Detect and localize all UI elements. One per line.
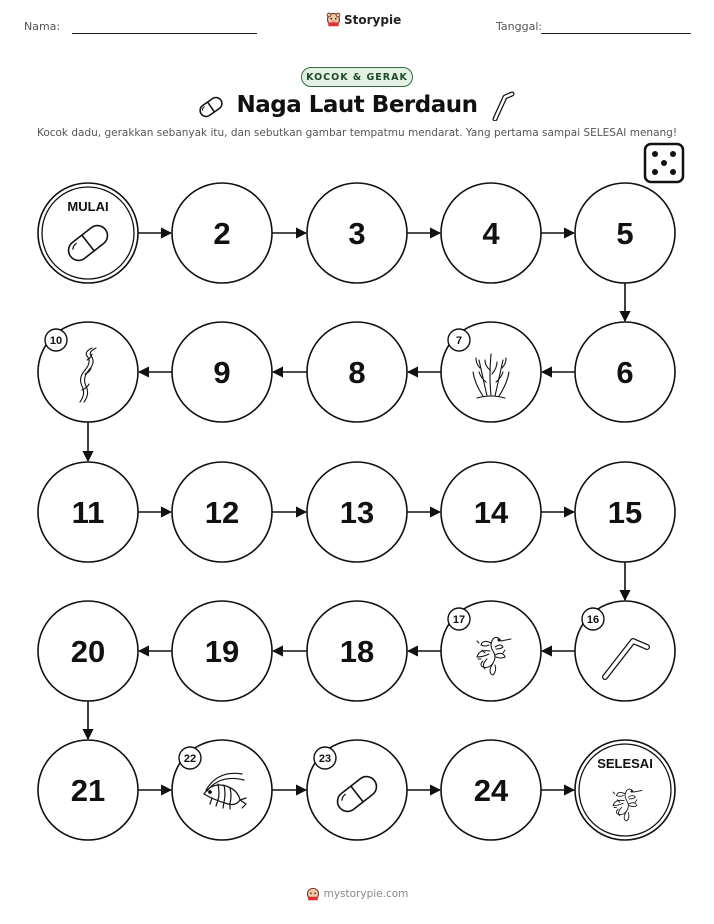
activity-badge: KOCOK & GERAK [301,67,413,87]
board-space[interactable] [307,601,407,701]
space-number: 6 [616,355,634,390]
board-space[interactable] [307,462,407,562]
board-space[interactable] [172,322,272,422]
space-number: 21 [70,773,106,808]
space-number: 18 [339,634,375,669]
board-space[interactable] [172,601,272,701]
space-number-badge: 17 [452,614,466,626]
space-number-badge: 22 [183,753,197,765]
space-number: 5 [616,216,634,251]
space-label: SELESAI [597,756,653,771]
page-title: Naga Laut Berdaun [236,92,478,118]
storypie-footer-logo-icon [306,887,320,901]
footer-url[interactable]: mystorypie.com [323,888,409,900]
board-space[interactable] [441,740,541,840]
space-number: 11 [71,495,105,530]
board-space[interactable] [441,462,541,562]
board-space[interactable] [38,322,138,422]
space-number: 19 [204,634,240,669]
finish-space[interactable] [575,740,675,840]
name-label: Nama: [24,20,61,33]
space-number-badge: 23 [318,753,332,765]
board-space[interactable] [441,183,541,283]
space-number: 2 [213,216,231,251]
date-label: Tanggal: [496,20,543,33]
space-number: 12 [204,495,240,530]
space-number: 15 [607,495,643,530]
board-space[interactable] [38,601,138,701]
space-number: 9 [213,355,231,390]
board-space[interactable] [307,322,407,422]
board-space[interactable] [575,601,675,701]
board-space[interactable] [307,740,407,840]
space-number: 24 [473,773,509,808]
board-space[interactable] [38,462,138,562]
brand-name: Storypie [344,12,402,27]
board-space[interactable] [575,462,675,562]
board-space[interactable] [441,601,541,701]
board-space[interactable] [307,183,407,283]
start-space[interactable] [38,183,138,283]
board-space[interactable] [172,183,272,283]
space-label: MULAI [67,199,109,214]
board-space[interactable] [575,183,675,283]
space-number: 3 [348,216,366,251]
board-space[interactable] [172,462,272,562]
space-number-badge: 16 [586,614,600,626]
space-number-badge: 7 [455,335,463,347]
space-number: 20 [70,634,106,669]
board-space[interactable] [441,322,541,422]
space-number-badge: 10 [49,335,63,347]
footer [0,887,714,901]
space-number: 4 [482,216,500,251]
board-space[interactable] [172,740,272,840]
instructions: Kocok dadu, gerakkan sebanyak itu, dan sebutkan gambar tempatmu mendarat. Yang pertama sampai SELESAI menang! [36,127,678,139]
board-space[interactable] [38,740,138,840]
space-number: 13 [339,495,375,530]
space-number: 14 [473,495,509,530]
space-number: 8 [348,355,366,390]
board-space[interactable] [575,322,675,422]
